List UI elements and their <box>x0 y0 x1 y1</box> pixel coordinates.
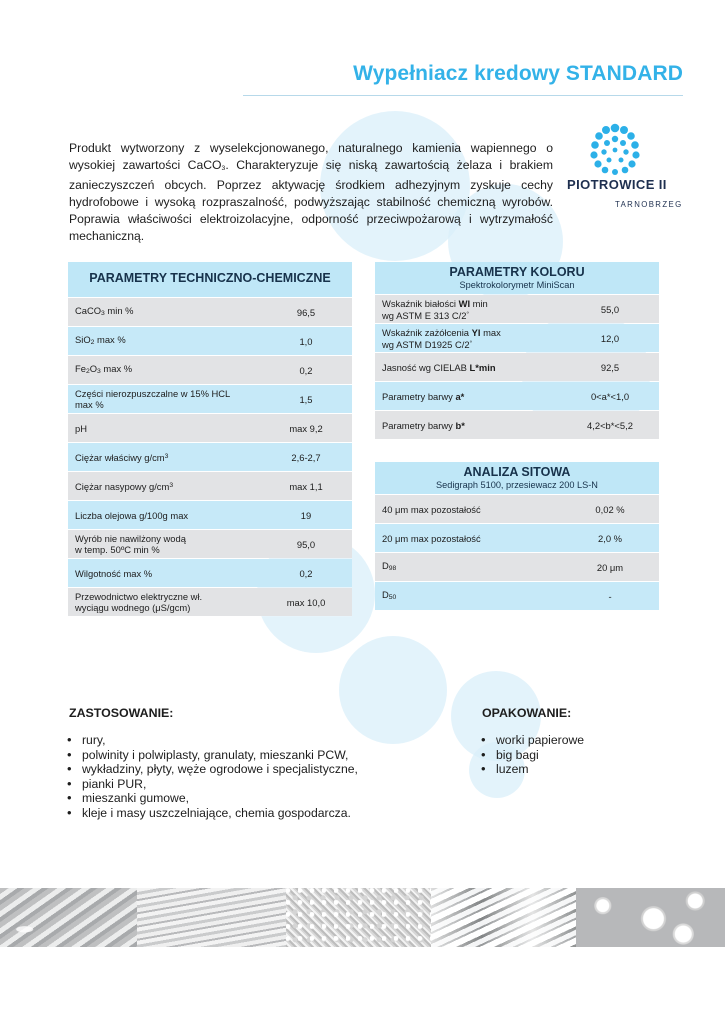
parameter-label: 40 μm max pozostałość <box>375 495 561 523</box>
cables-image <box>431 888 576 947</box>
list-item: • luzem <box>481 762 641 777</box>
table-row <box>68 530 352 558</box>
packaging-list <box>481 733 641 777</box>
table-row <box>68 385 352 413</box>
packaging-title: OPAKOWANIE: <box>482 706 572 720</box>
table-row <box>68 559 352 587</box>
table-row <box>375 524 659 552</box>
parameter-label: Przewodnictwo elektryczne wł. wyciągu wodnego (μS/gcm) <box>68 588 260 616</box>
parameter-value: 2,6-2,7 <box>260 443 352 471</box>
list-item: • polwinity i polwiplasty, granulaty, mieszanki PCW, <box>67 748 397 763</box>
parameter-label: Części nierozpuszczalne w 15% HCL max % <box>68 385 260 413</box>
parameter-value: 95,0 <box>260 530 352 558</box>
sieve-analysis-panel <box>375 462 659 611</box>
parameter-value: 0,2 <box>260 356 352 384</box>
table-row <box>375 582 659 610</box>
parameter-value: max 9,2 <box>260 414 352 442</box>
table-row <box>375 553 659 581</box>
parameter-label: Wyrób nie nawilżony wodą w temp. 50ºC min % <box>68 530 260 558</box>
parameter-label: D98 <box>375 553 561 581</box>
page-title: Wypełniacz kredowy STANDARD <box>353 62 683 85</box>
parameter-label: 20 μm max pozostałość <box>375 524 561 552</box>
list-item: • wykładziny, płyty, węże ogrodowe i specjalistyczne, <box>67 762 397 777</box>
parameter-label: CaCO3 min % <box>68 298 260 326</box>
table-row <box>68 298 352 326</box>
table-row <box>375 324 659 352</box>
table-row <box>68 588 352 616</box>
corrugated-pipes-image <box>0 888 137 947</box>
parameter-value: max 10,0 <box>260 588 352 616</box>
color-parameters-subtitle: Spektrokolorymetr MiniScan <box>459 280 575 290</box>
parameter-value: 0,02 % <box>561 495 659 523</box>
parameter-label: Wskaźnik zażółcenia YI max wg ASTM D1925 C/2° <box>375 324 561 352</box>
table-row <box>375 295 659 323</box>
parameter-label: Liczba olejowa g/100g max <box>68 501 260 529</box>
table-row <box>375 353 659 381</box>
title-rule <box>243 95 683 96</box>
product-image-strip <box>0 888 725 947</box>
logo-name: PIOTROWICE II <box>567 177 667 192</box>
applications-title: ZASTOSOWANIE: <box>69 706 174 720</box>
parameter-value: 55,0 <box>561 295 659 323</box>
technical-parameters-panel <box>68 262 352 617</box>
table-row <box>68 443 352 471</box>
parameter-label: Fe2O3 max % <box>68 356 260 384</box>
parameter-value: 0<a*<1,0 <box>561 382 659 410</box>
sieve-analysis-table <box>375 494 659 611</box>
parameter-label: Wilgotność max % <box>68 559 260 587</box>
sieve-analysis-subtitle: Sedigraph 5100, przesiewacz 200 LS-N <box>436 480 598 490</box>
color-parameters-table <box>375 294 659 440</box>
parameter-value: 1,5 <box>260 385 352 413</box>
parameter-value: 19 <box>260 501 352 529</box>
parameter-value: 12,0 <box>561 324 659 352</box>
parameter-label: pH <box>68 414 260 442</box>
parameter-value: 96,5 <box>260 298 352 326</box>
logo-bubbles-icon <box>581 119 647 185</box>
list-item: • kleje i masy uszczelniające, chemia gospodarcza. <box>67 806 397 821</box>
granulate-image <box>286 888 431 947</box>
color-parameters-panel <box>375 262 659 440</box>
parameter-value: max 1,1 <box>260 472 352 500</box>
parameter-value: - <box>561 582 659 610</box>
table-row <box>375 411 659 439</box>
table-row <box>68 327 352 355</box>
parameter-label: Jasność wg CIELAB L*min <box>375 353 561 381</box>
parameter-value: 92,5 <box>561 353 659 381</box>
table-row <box>375 382 659 410</box>
parameter-value: 4,2<b*<5,2 <box>561 411 659 439</box>
company-logo <box>563 119 683 219</box>
applications-list <box>67 733 397 821</box>
color-parameters-title: PARAMETRY KOLORU <box>449 265 585 279</box>
table-row <box>68 472 352 500</box>
sieve-analysis-header <box>375 462 659 494</box>
list-item: • rury, <box>67 733 397 748</box>
parameter-label: D50 <box>375 582 561 610</box>
parameter-label: Ciężar właściwy $g/cm^3$ <box>68 443 260 471</box>
table-row <box>68 356 352 384</box>
list-item: • worki papierowe <box>481 733 641 748</box>
parameter-value: 2,0 % <box>561 524 659 552</box>
intro-part-2: . Charakteryzuje się niską zawartością żelaza i brakiem zanieczyszczeń obcych. Poprzez aktywację środkiem adhezyjnym zyskuje cechy hydrofobowe i wysoką rozpraszalność, podwyższając stabilność chemiczną wyrobów. Poprawia właściwości elektroizolacyjne, odporność przeciwpożarową i wytrzymałość mechaniczną. <box>69 158 553 244</box>
list-item: • mieszanki gumowe, <box>67 791 397 806</box>
table-row <box>375 495 659 523</box>
logo-subtitle: TARNOBRZEG <box>615 200 683 209</box>
parameter-label: Ciężar nasypowy $g/cm^3$ <box>68 472 260 500</box>
background-bubble <box>339 636 447 744</box>
list-item: • pianki PUR, <box>67 777 397 792</box>
parameter-label: SiO2 max % <box>68 327 260 355</box>
foam-image <box>576 888 725 947</box>
technical-parameters-table <box>68 297 352 617</box>
color-parameters-header <box>375 262 659 294</box>
intro-part-1: Produkt wytworzony z wyselekcjonowanego, naturalnego kamienia wapiennego o wysokiej zawartości CaCO <box>69 141 553 173</box>
intro-text <box>69 140 553 245</box>
intro-subscript: 3 <box>221 165 226 173</box>
hoses-image <box>137 888 286 947</box>
technical-parameters-header: PARAMETRY TECHNICZNO-CHEMICZNE <box>68 262 352 297</box>
list-item: • big bagi <box>481 748 641 763</box>
parameter-value: 1,0 <box>260 327 352 355</box>
parameter-value: 0,2 <box>260 559 352 587</box>
parameter-value: 20 μm <box>561 553 659 581</box>
table-row <box>68 501 352 529</box>
sieve-analysis-title: ANALIZA SITOWA <box>463 465 571 479</box>
parameter-label: Parametry barwy b* <box>375 411 561 439</box>
parameter-label: Wskaźnik białości WI min wg ASTM E 313 C/2° <box>375 295 561 323</box>
parameter-label: Parametry barwy a* <box>375 382 561 410</box>
table-row <box>68 414 352 442</box>
